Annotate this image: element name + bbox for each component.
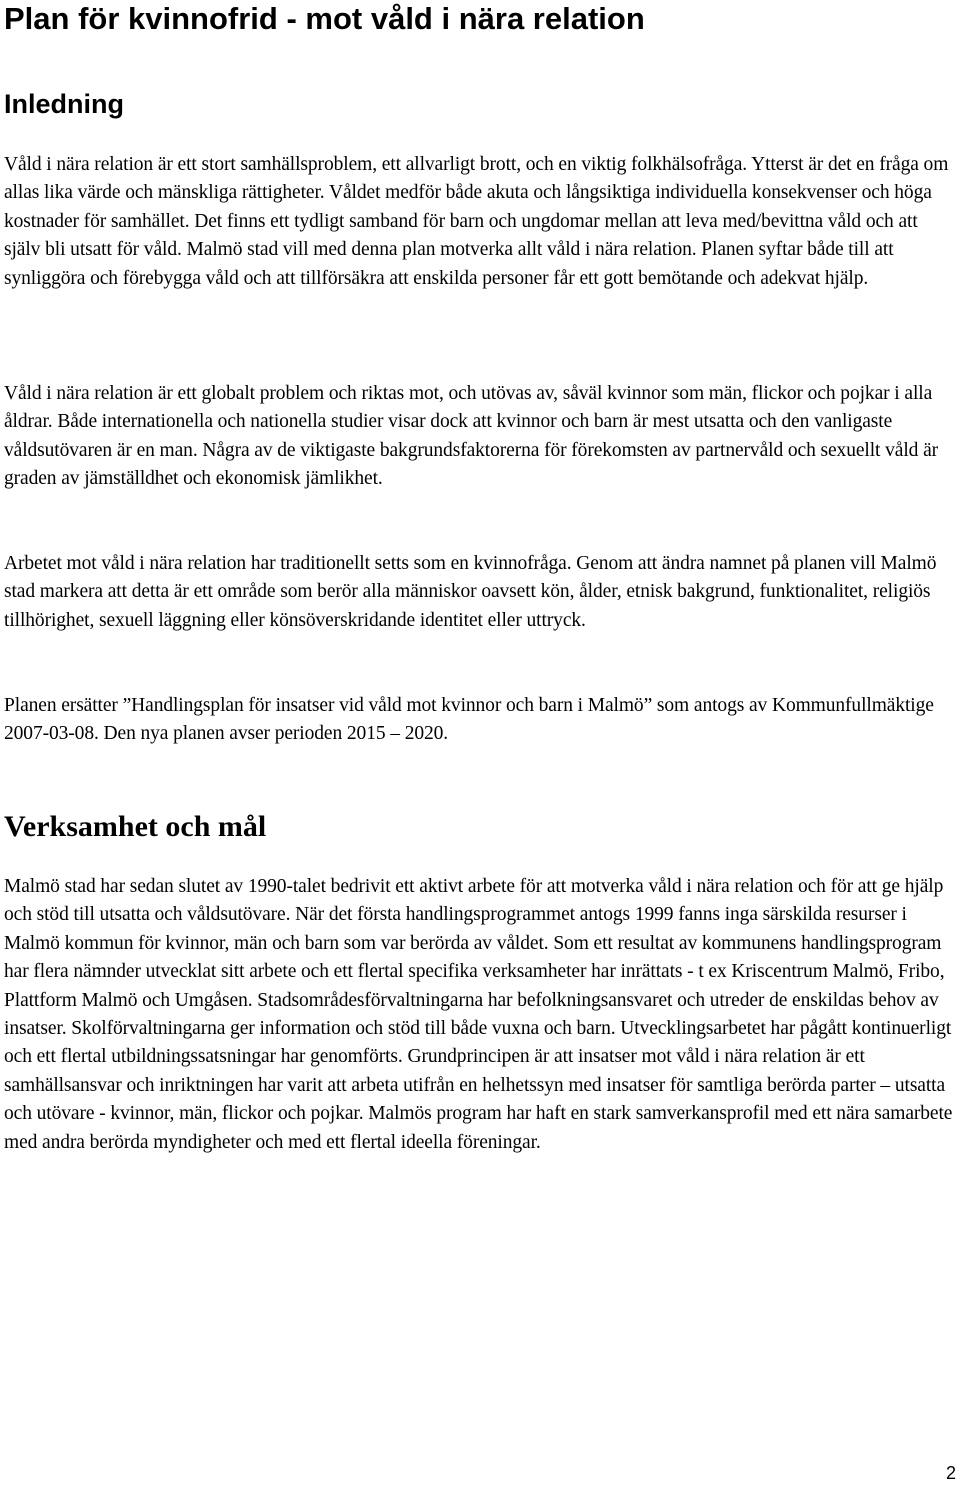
paragraph: Arbetet mot våld i nära relation har traditionellt setts som en kvinnofråga. Genom att ändra namnet på planen vill Malmö stad markera att detta är ett område som berör alla människor oavsett kön, ålder, etnisk bakgrund, funktionalitet, religiös tillhörighet, sexuell läggning eller könsöverskridande identitet eller uttryck. bbox=[4, 553, 937, 631]
section-heading-verksamhet-och-mal: Verksamhet och mål bbox=[4, 810, 267, 843]
section-heading-inledning: Inledning bbox=[4, 89, 124, 119]
paragraph: Våld i nära relation är ett stort samhällsproblem, ett allvarligt brott, och en viktig folkhälsofråga. Ytterst är det en fråga om allas lika värde och mänskliga rättigheter. Våldet medför både akuta och långsiktiga individuella konsekvenser och höga kostnader för samhället. Det finns ett tydligt samband för barn och ungdomar mellan att leva med/bevittna våld och att själv bli utsatt för våld. Malmö stad vill med denna plan motverka allt våld i nära relation. Planen syftar både till att synliggöra och förebygga våld och att tillförsäkra att enskilda personer får ett gott bemötande och adekvat hjälp. bbox=[4, 154, 949, 289]
paragraph: Malmö stad har sedan slutet av 1990-talet bedrivit ett aktivt arbete för att motverka våld i nära relation och för att ge hjälp och stöd till utsatta och våldsutövare. När det första handlingsprogrammet antogs 1999 fanns inga särskilda resurser i Malmö kommun för kvinnor, män och barn som var berörda av våldet. Som ett resultat av kommunens handlingsprogram har flera nämnder utvecklat sitt arbete och ett flertal specifika verksamheter har inrättats - t ex Kriscentrum Malmö, Fribo, Plattform Malmö och Umgåsen. Stadsområdesförvaltningarna har befolkningsansvaret och utreder de enskildas behov av insatser. Skolförvaltningarna ger information och stöd till både vuxna och barn. Utvecklingsarbetet har pågått kontinuerligt och ett flertal utbildningssatsningar har genomförts. Grundprincipen är att insatser mot våld i nära relation är ett samhällsansvar och inriktningen har varit att arbeta utifrån en helhetssyn med insatser för samtliga berörda parter – utsatta och utövare - kvinnor, män, flickor och pojkar. Malmös program har haft en stark samverkansprofil med ett nära samarbete med andra berörda myndigheter och med ett flertal ideella föreningar. bbox=[4, 876, 953, 1153]
paragraph: Planen ersätter ”Handlingsplan för insatser vid våld mot kvinnor och barn i Malmö” som antogs av Kommunfullmäktige 2007-03-08. Den nya planen avser perioden 2015 – 2020. bbox=[4, 695, 934, 745]
page-number: 2 bbox=[945, 1463, 956, 1483]
paragraph: Våld i nära relation är ett globalt problem och riktas mot, och utövas av, såväl kvinnor som män, flickor och pojkar i alla åldrar. Både internationella och nationella studier visar dock att kvinnor och barn är mest utsatta och den vanligaste våldsutövaren är en man. Några av de viktigaste bakgrundsfaktorerna för förekomsten av partnervåld och sexuellt våld är graden av jämställdhet och ekonomisk jämlikhet. bbox=[4, 383, 939, 490]
document-title: Plan för kvinnofrid - mot våld i nära relation bbox=[4, 1, 645, 36]
